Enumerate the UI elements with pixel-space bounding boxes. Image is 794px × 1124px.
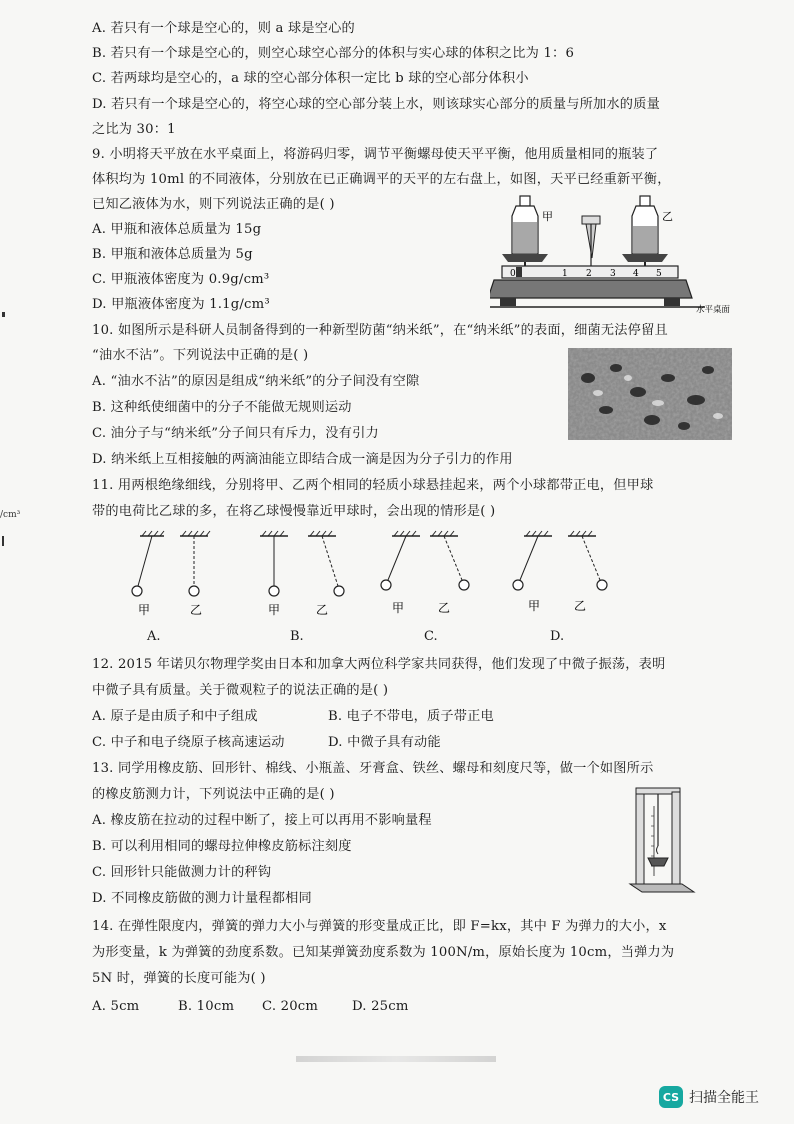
q8-option-d-line2: 之比为 30：1 — [92, 122, 176, 137]
right-pan — [622, 254, 668, 262]
q14-stem-line3: 5N 时，弹簧的长度可能为( ) — [92, 971, 266, 986]
q14-stem-line2: 为形变量，k 为弹簧的劲度系数。已知某弹簧劲度系数为 100N/m，原始长度为 10cm，当弹力为 — [92, 945, 675, 960]
q13-option-b: B. 可以利用相同的螺母拉伸橡皮筋标注刻度 — [92, 839, 352, 854]
svg-text:乙: 乙 — [190, 603, 203, 617]
q12-option-b: B. 电子不带电，质子带正电 — [328, 709, 494, 724]
svg-text:3: 3 — [610, 269, 616, 279]
q9-option-a: A. 甲瓶和液体总质量为 15g — [92, 222, 262, 237]
q8-option-d-line1: D. 若只有一个球是空心的，将空心球的空心部分装上水，则该球实心部分的质量与所加水的质量 — [92, 97, 660, 112]
svg-text:甲: 甲 — [528, 599, 541, 613]
q9-stem-line3: 已知乙液体为水，则下列说法正确的是( ) — [92, 197, 335, 212]
q8-option-a: A. 若只有一个球是空心的，则 a 球是空心的 — [92, 21, 355, 36]
page-footer-smudge — [296, 1056, 496, 1062]
label-jia: 甲 — [542, 210, 553, 223]
scanner-brand: 扫描全能王 — [689, 1090, 759, 1106]
q8-option-c: C. 若两球均是空心的，a 球的空心部分体积一定比 b 球的空心部分体积小 — [92, 71, 529, 86]
q14-option-c: C. 20cm — [262, 999, 319, 1014]
svg-text:5: 5 — [656, 269, 662, 279]
svg-text:乙: 乙 — [438, 601, 451, 615]
svg-text:4: 4 — [633, 269, 639, 279]
left-pan — [502, 254, 548, 262]
figure-c — [381, 531, 469, 590]
q11-choice-b: B. — [290, 629, 304, 644]
cs-logo-icon: CS — [659, 1086, 683, 1108]
q10-option-b: B. 这种纸使细菌中的分子不能做无规则运动 — [92, 400, 352, 415]
q10-option-c: C. 油分子与“纳米纸”分子间只有斥力，没有引力 — [92, 426, 379, 441]
q12-option-c: C. 中子和电子绕原子核高速运动 — [92, 735, 285, 750]
q13-option-a: A. 橡皮筋在拉动的过程中断了，接上可以再用不影响量程 — [92, 813, 432, 828]
q12-stem-line2: 中微子具有质量。关于微观粒子的说法正确的是( ) — [92, 683, 389, 698]
q10-option-a: A. “油水不沾”的原因是组成“纳米纸”的分子间没有空隙 — [92, 374, 420, 389]
q9-stem-line1: 9. 小明将天平放在水平桌面上，将游码归零，调节平衡螺母使天平平衡，他用质量相同的瓶装了 — [92, 147, 659, 162]
q12-option-a: A. 原子是由质子和中子组成 — [92, 709, 258, 724]
q11-stem-line1: 11. 用两根绝缘细线，分别将甲、乙两个相同的轻质小球悬挂起来，两个小球都带正电，但甲球 — [92, 478, 654, 493]
q13-stem-line1: 13. 同学用橡皮筋、回形针、棉线、小瓶盖、牙膏盒、铁丝、螺母和刻度尺等，做一个如图所示 — [92, 761, 654, 776]
q10-option-d: D. 纳米纸上互相接触的两滴油能立即结合成一滴是因为分子引力的作用 — [92, 452, 513, 467]
q11-stem-line2: 带的电荷比乙球的多，在将乙球慢慢靠近甲球时，会出现的情形是( ) — [92, 504, 496, 519]
q11-choice-a: A. — [147, 629, 161, 644]
rubber-band-meter-figure — [624, 786, 698, 896]
svg-text:乙: 乙 — [574, 599, 587, 613]
svg-text:甲: 甲 — [268, 603, 281, 617]
q14-option-b: B. 10cm — [178, 999, 235, 1014]
left-bottle — [512, 196, 538, 254]
q11-choice-d: D. — [550, 629, 565, 644]
q14-option-d: D. 25cm — [352, 999, 409, 1014]
figure-a — [132, 531, 210, 596]
q12-stem-line1: 12. 2015 年诺贝尔物理学奖由日本和加拿大两位科学家共同获得，他们发现了中微子振荡，表明 — [92, 657, 666, 672]
q14-option-a: A. 5cm — [92, 999, 140, 1014]
q9-stem-line2: 体积均为 10ml 的不同液体，分别放在已正确调平的天平的左右盘上，如图，天平已经重新平衡， — [92, 172, 671, 187]
svg-text:乙: 乙 — [316, 603, 329, 617]
balance-figure — [490, 188, 740, 316]
figure-b — [260, 531, 344, 596]
label-yi: 乙 — [662, 210, 673, 223]
balance-base — [490, 280, 692, 298]
svg-text:2: 2 — [586, 269, 592, 279]
q9-option-c: C. 甲瓶液体密度为 0.9g/cm³ — [92, 272, 270, 287]
q9-option-d: D. 甲瓶液体密度为 1.1g/cm³ — [92, 297, 270, 312]
right-bottle — [632, 196, 658, 254]
svg-text:甲: 甲 — [392, 601, 405, 615]
margin-unit-fragment: /cm³ — [0, 510, 21, 520]
q11-choice-c: C. — [424, 629, 438, 644]
q9-option-b: B. 甲瓶和液体总质量为 5g — [92, 247, 253, 262]
q13-stem-line2: 的橡皮筋测力计，下列说法中正确的是( ) — [92, 787, 335, 802]
q13-option-d: D. 不同橡皮筋做的测力计量程都相同 — [92, 891, 312, 906]
margin-mark — [2, 312, 5, 317]
q8-option-b: B. 若只有一个球是空心的，则空心球空心部分的体积与实心球的体积之比为 1：6 — [92, 46, 575, 61]
q13-option-c: C. 回形针只能做测力计的秤钩 — [92, 865, 272, 880]
q10-stem-line1: 10. 如图所示是科研人员制备得到的一种新型防菌“纳米纸”，在“纳米纸”的表面，细菌无法停留且 — [92, 323, 668, 338]
q12-option-d: D. 中微子具有动能 — [328, 735, 441, 750]
table-caption: 水平桌面 — [696, 305, 731, 315]
margin-mark-2 — [2, 536, 4, 546]
svg-text:0: 0 — [510, 269, 516, 279]
svg-text:甲: 甲 — [138, 603, 151, 617]
scanner-watermark — [659, 1086, 759, 1108]
nanopaper-photo — [568, 348, 732, 440]
q11-figures — [120, 528, 640, 618]
q14-stem-line1: 14. 在弹性限度内，弹簧的弹力大小与弹簧的形变量成正比，即 F=kx，其中 F 为弹力的大小，x — [92, 919, 667, 934]
svg-text:1: 1 — [562, 269, 568, 279]
q10-stem-line2: “油水不沾”。下列说法中正确的是( ) — [92, 348, 309, 363]
figure-d — [513, 531, 607, 590]
